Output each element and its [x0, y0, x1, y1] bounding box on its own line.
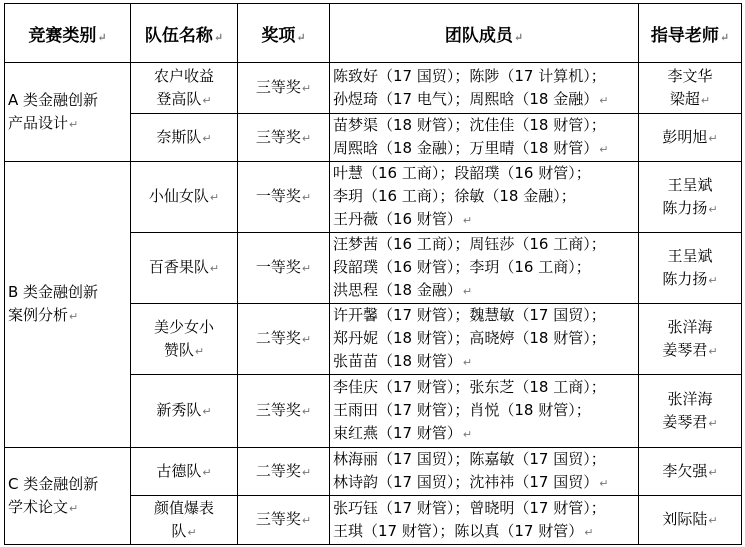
- members-cell: 叶慧（16 工商）；段韶璞（16 财管）； 李玥（16 工商）；徐敏（18 金融）； 王丹薇（16 财管）↵: [330, 162, 639, 233]
- award-cell: 三等奖↵: [238, 114, 330, 162]
- team-name-cell: 百香果队↵: [131, 233, 238, 304]
- category-cell-a: A 类金融创新 产品设计↵: [5, 63, 131, 162]
- advisor-cell: 刘际陆↵: [639, 496, 742, 545]
- members-cell: 陈致好（17 国贸）；陈陟（17 计算机）； 孙煜琦（17 电气）；周熙晗（18 金融）↵: [330, 63, 639, 114]
- members-cell: 李佳庆（17 财管）；张东芝（18 工商）； 王雨田（17 财管）；肖悦（18 财管）； 束红燕（17 财管）↵: [330, 375, 639, 448]
- header-advisor: 指导老师↵: [639, 4, 742, 63]
- advisor-cell: 王呈斌 陈力扬↵: [639, 162, 742, 233]
- team-name-cell: 农户收益 登高队↵: [131, 63, 238, 114]
- members-cell: 张巧钰（17 财管）；曾晓明（17 财管）； 王琪（17 财管）；陈以真（17 财管）↵: [330, 496, 639, 545]
- category-cell-b: B 类金融创新 案例分析↵: [5, 162, 131, 448]
- advisor-cell: 张洋海 姜琴君↵: [639, 304, 742, 375]
- advisor-cell: 李文华 梁超↵: [639, 63, 742, 114]
- award-cell: 三等奖↵: [238, 496, 330, 545]
- team-name-cell: 小仙女队↵: [131, 162, 238, 233]
- team-name-cell: 奈斯队↵: [131, 114, 238, 162]
- members-cell: 汪梦茜（16 工商）；周钰莎（16 工商）； 段韶璞（16 财管）；李玥（16 工商）； 洪思程（18 金融）↵: [330, 233, 639, 304]
- members-cell: 林海丽（17 国贸）；陈嘉敏（17 国贸）； 林诗韵（17 国贸）；沈祎祎（17 国贸）↵: [330, 448, 639, 496]
- advisor-cell: 王呈斌 陈力扬↵: [639, 233, 742, 304]
- award-cell: 一等奖↵: [238, 162, 330, 233]
- advisor-cell: 张洋海 姜琴君↵: [639, 375, 742, 448]
- header-award: 奖项↵: [238, 4, 330, 63]
- category-cell-c: C 类金融创新 学术论文↵: [5, 448, 131, 545]
- award-cell: 二等奖↵: [238, 304, 330, 375]
- header-members: 团队成员↵: [330, 4, 639, 63]
- header-row: [5, 4, 742, 63]
- members-cell: 苗梦渠（18 财管）；沈佳佳（18 财管）； 周熙晗（18 金融）；万里晴（18 财管）↵: [330, 114, 639, 162]
- awards-table: [4, 3, 742, 545]
- advisor-cell: 彭明旭↵: [639, 114, 742, 162]
- table-row: [5, 448, 742, 496]
- team-name-cell: 颜值爆表 队↵: [131, 496, 238, 545]
- team-name-cell: 新秀队↵: [131, 375, 238, 448]
- award-cell: 二等奖↵: [238, 448, 330, 496]
- award-cell: 三等奖↵: [238, 375, 330, 448]
- advisor-cell: 李欠强↵: [639, 448, 742, 496]
- header-category: 竞赛类别↵: [5, 4, 131, 63]
- table-row: [5, 162, 742, 233]
- members-cell: 许开馨（17 财管）；魏慧敏（17 国贸）； 郑丹妮（18 财管）；高晓婷（18 财管）； 张苗苗（18 财管）↵: [330, 304, 639, 375]
- award-cell: 一等奖↵: [238, 233, 330, 304]
- team-name-cell: 美少女小 赞队↵: [131, 304, 238, 375]
- table-row: [5, 63, 742, 114]
- team-name-cell: 古德队↵: [131, 448, 238, 496]
- header-team: 队伍名称↵: [131, 4, 238, 63]
- award-cell: 三等奖↵: [238, 63, 330, 114]
